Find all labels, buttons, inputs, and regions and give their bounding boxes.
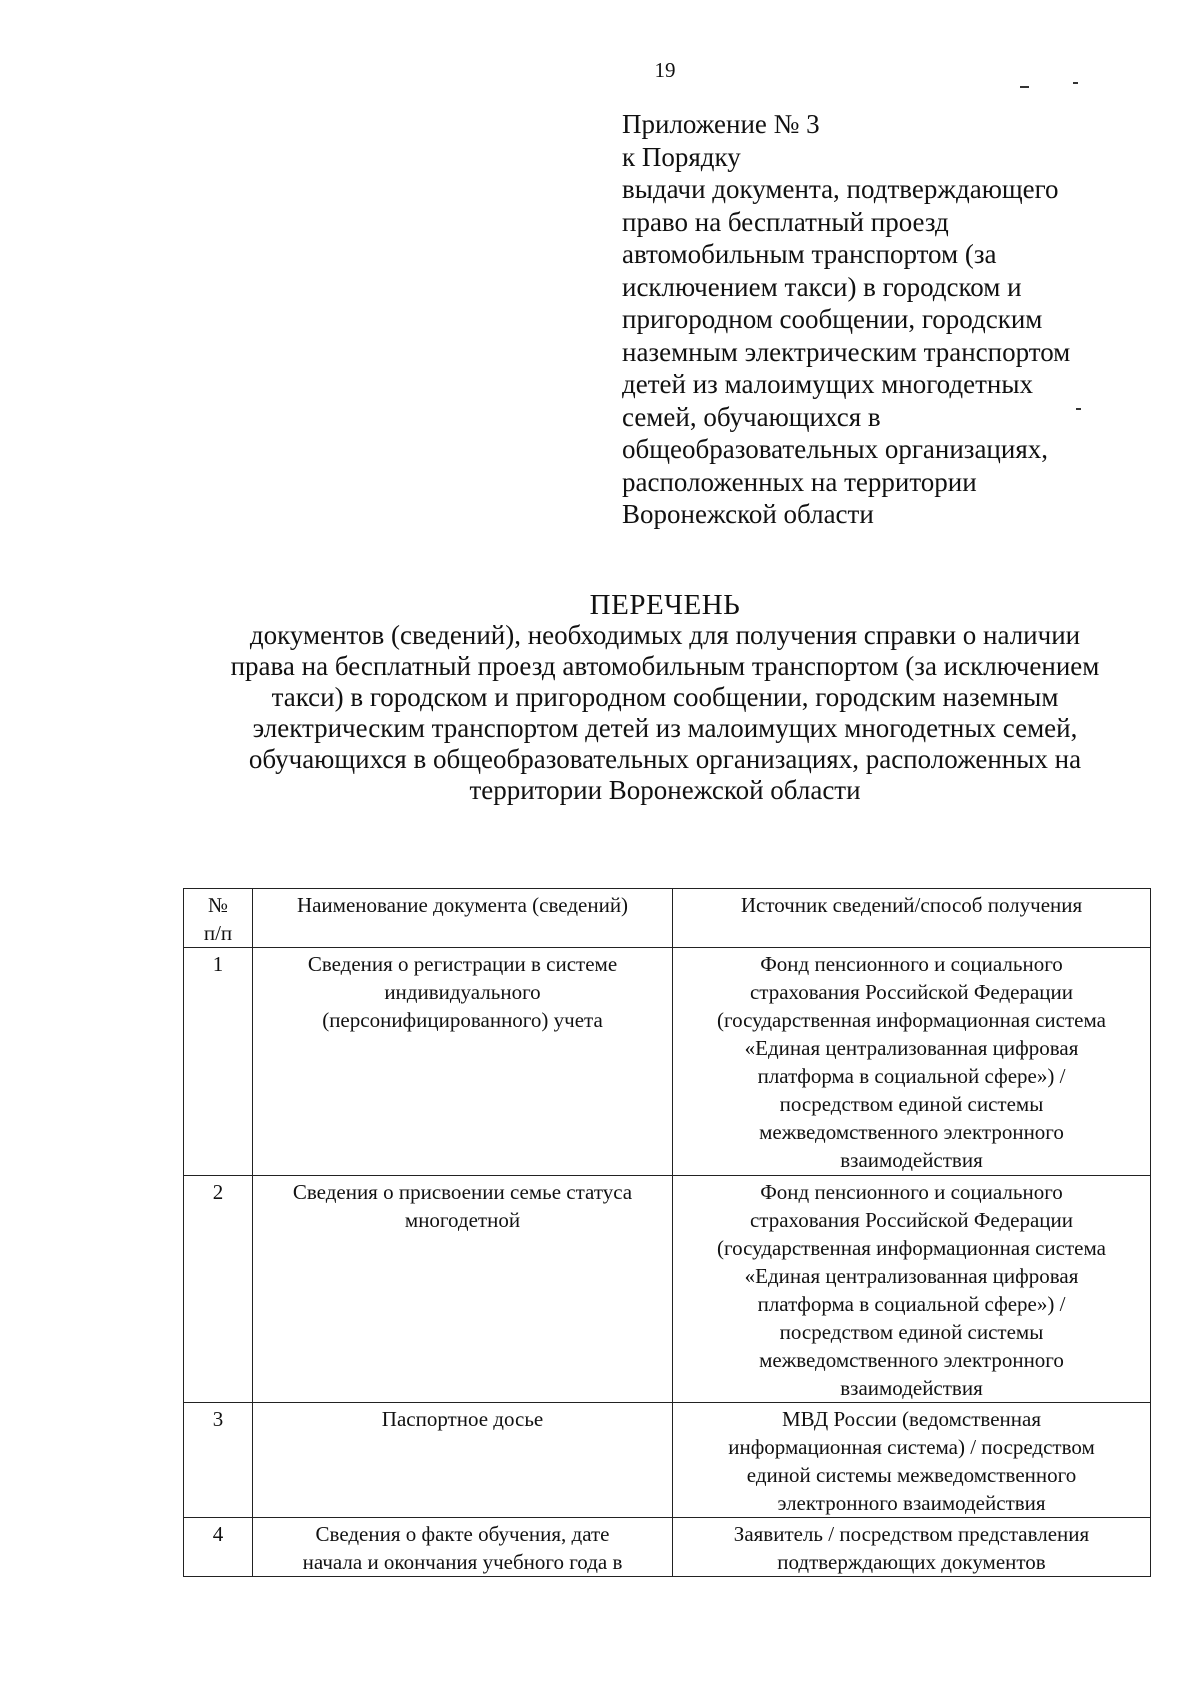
table-row — [184, 1403, 1151, 1518]
cell-line: (персонифицированного) учета — [322, 1008, 603, 1032]
appendix-header — [622, 108, 1142, 531]
appendix-line: наземным электрическим транспортом — [622, 336, 1071, 367]
cell-line: платформа в социальной сфере») / — [757, 1292, 1066, 1316]
row-number: 4 — [184, 1518, 253, 1577]
appendix-line: общеобразовательных организациях, — [622, 434, 1049, 464]
page-number: 19 — [654, 58, 676, 82]
cell-line: индивидуального — [384, 980, 541, 1004]
appendix-line: Воронежской области — [622, 499, 874, 529]
cell-line: взаимодействия — [840, 1376, 983, 1400]
cell-line: информационная система) / посредством — [728, 1435, 1095, 1459]
appendix-line: к Порядку — [622, 141, 741, 172]
row-document-name — [253, 1176, 673, 1403]
header-number — [184, 889, 253, 948]
cell-line: посредством единой системы — [779, 1320, 1044, 1344]
cell-line: «Единая централизованная цифровая — [744, 1264, 1079, 1288]
cell-line: (государственная информационная система — [717, 1008, 1106, 1032]
cell-line: Паспортное досье — [381, 1407, 544, 1431]
document-title-block — [150, 590, 1180, 806]
row-number: 1 — [184, 948, 253, 1176]
subtitle-line: обучающихся в общеобразовательных организациях, расположенных на — [248, 744, 1082, 774]
appendix-line: выдачи документа, подтверждающего — [622, 174, 1059, 204]
cell-line: начала и окончания учебного года в — [302, 1550, 623, 1574]
appendix-line: расположенных на территории — [622, 466, 977, 497]
cell-line: «Единая централизованная цифровая — [744, 1036, 1079, 1060]
header-number-line: № — [207, 893, 229, 917]
documents-table — [183, 888, 1151, 1577]
subtitle-line: документов (сведений), необходимых для получения справки о наличии — [249, 620, 1081, 650]
row-source — [673, 1176, 1151, 1403]
appendix-line: право на бесплатный проезд — [622, 206, 949, 237]
header-source-text: Источник сведений/способ получения — [740, 893, 1083, 917]
cell-line: Сведения о присвоении семье статуса — [292, 1180, 633, 1204]
subtitle-line: электрическим транспортом детей из малоимущих многодетных семей, — [252, 713, 1078, 743]
cell-line: (государственная информационная система — [717, 1236, 1106, 1260]
cell-line: страхования Российской Федерации — [749, 1208, 1074, 1232]
row-document-name — [253, 1518, 673, 1577]
cell-line: Сведения о регистрации в системе — [307, 952, 618, 976]
subtitle-line: права на бесплатный проезд автомобильным транспортом (за исключением — [230, 651, 1100, 681]
scan-mark — [1020, 86, 1029, 88]
appendix-line: детей из малоимущих многодетных — [622, 369, 1033, 399]
appendix-line: Приложение № 3 — [622, 109, 820, 139]
appendix-line: пригородном сообщении, городским — [622, 304, 1043, 334]
cell-line: платформа в социальной сфере») / — [757, 1064, 1066, 1088]
table-row — [184, 1518, 1151, 1577]
row-source — [673, 1518, 1151, 1577]
cell-line: страхования Российской Федерации — [749, 980, 1074, 1004]
cell-line: Фонд пенсионного и социального — [760, 1180, 1063, 1204]
row-number: 2 — [184, 1176, 253, 1403]
cell-line: многодетной — [404, 1208, 521, 1232]
row-source — [673, 1403, 1151, 1518]
table-header-row — [184, 889, 1151, 948]
appendix-line: автомобильным транспортом (за — [622, 239, 997, 269]
cell-line: подтверждающих документов — [777, 1550, 1046, 1574]
table-row — [184, 948, 1151, 1176]
row-number: 3 — [184, 1403, 253, 1518]
scan-mark — [1073, 82, 1078, 84]
cell-line: единой системы межведомственного — [746, 1463, 1077, 1487]
cell-line: межведомственного электронного — [759, 1348, 1064, 1372]
header-number-line: п/п — [203, 921, 233, 945]
cell-line: посредством единой системы — [779, 1092, 1044, 1116]
subtitle-line: территории Воронежской области — [469, 775, 861, 805]
cell-line: Фонд пенсионного и социального — [760, 952, 1063, 976]
document-title: ПЕРЕЧЕНЬ — [589, 589, 741, 621]
document-subtitle — [150, 620, 1180, 806]
cell-line: Сведения о факте обучения, дате — [315, 1522, 610, 1546]
row-source — [673, 948, 1151, 1176]
header-name — [253, 889, 673, 948]
header-source — [673, 889, 1151, 948]
cell-line: взаимодействия — [840, 1148, 983, 1172]
cell-line: Заявитель / посредством представления — [733, 1522, 1090, 1546]
row-document-name — [253, 948, 673, 1176]
cell-line: МВД России (ведомственная — [782, 1407, 1041, 1431]
row-document-name — [253, 1403, 673, 1518]
header-name-text: Наименование документа (сведений) — [296, 893, 629, 917]
cell-line: межведомственного электронного — [759, 1120, 1064, 1144]
appendix-line: семей, обучающихся в — [622, 401, 881, 432]
table-row — [184, 1176, 1151, 1403]
subtitle-line: такси) в городском и пригородном сообщении, городским наземным — [271, 682, 1059, 712]
appendix-line: исключением такси) в городском и — [622, 271, 1022, 302]
cell-line: электронного взаимодействия — [777, 1491, 1046, 1515]
